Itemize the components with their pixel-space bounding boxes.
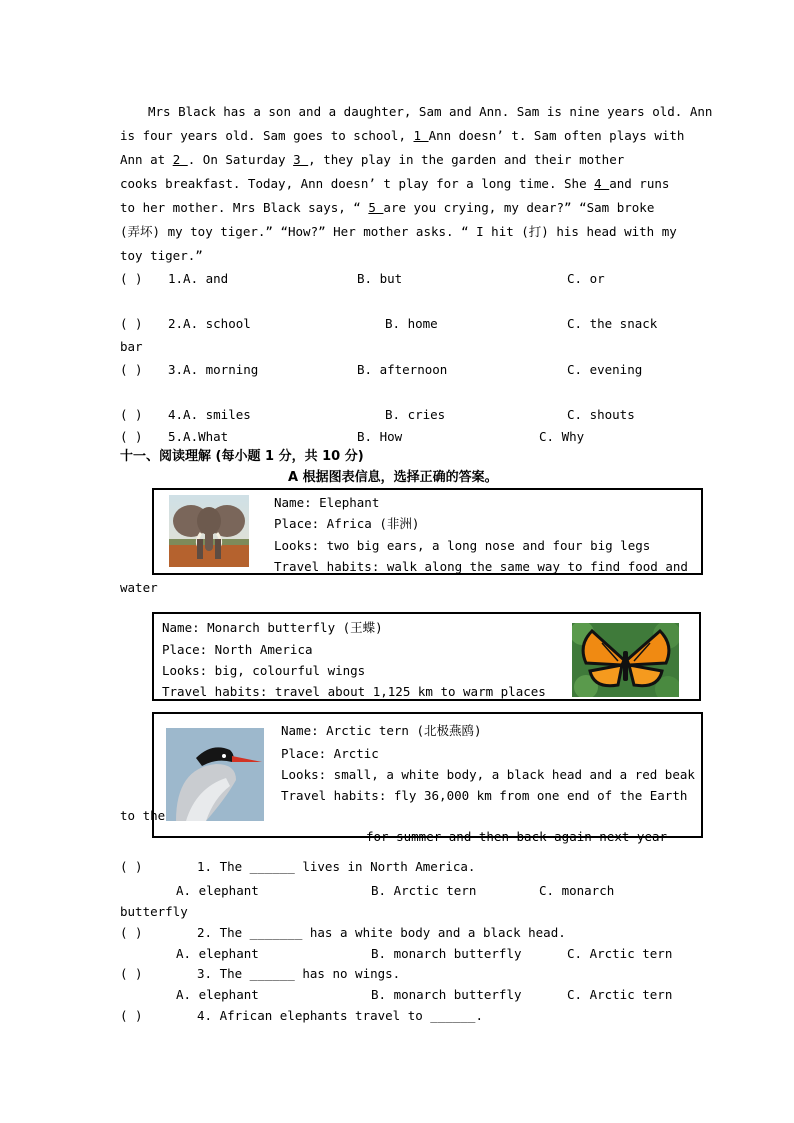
part-title: A 根据图表信息，选择正确的答案。: [288, 470, 498, 485]
option-c-wrap: bar: [120, 339, 143, 354]
answer-paren[interactable]: ( ): [120, 429, 143, 444]
passage-line-5: to her mother. Mrs Black says, “ 5 are you crying, my dear?” “Sam broke: [120, 200, 655, 215]
question-stem: 3. The ______ has no wings.: [197, 966, 401, 981]
card-travel-overflow: for summer and then back again next year: [366, 829, 668, 844]
card-name: Name: Arctic tern (北极燕鸥): [281, 723, 482, 738]
option-a: 4.A. smiles: [168, 407, 251, 422]
option-b: B. monarch butterfly: [371, 946, 522, 961]
passage-line-4: cooks breakfast. Today, Ann doesn’ t play for a long time. She 4 and runs: [120, 176, 670, 191]
option-b: B. cries: [385, 407, 446, 422]
card-travel: Travel habits: travel about 1,125 km to warm places: [162, 684, 546, 699]
tern-image: [166, 728, 264, 821]
passage-line-6: (弄坏) my toy tiger.” “How?” Her mother asks. “ I hit (打) his head with my: [120, 224, 677, 239]
blank-3: 3: [293, 152, 309, 167]
info-card-elephant: [152, 488, 703, 575]
answer-paren[interactable]: ( ): [120, 407, 143, 422]
option-b: B. home: [385, 316, 438, 331]
card-name: Name: Elephant: [274, 495, 380, 510]
info-card-butterfly: [152, 612, 701, 701]
elephant-image: [169, 495, 249, 567]
passage-line-7: toy tiger.”: [120, 248, 203, 263]
card-looks: Looks: big, colourful wings: [162, 663, 366, 678]
blank-1: 1: [413, 128, 429, 143]
passage-line-1: Mrs Black has a son and a daughter, Sam and Ann. Sam is nine years old. Ann: [148, 104, 713, 119]
option-c: C. Arctic tern: [567, 946, 673, 961]
question-stem: 2. The _______ has a white body and a black head.: [197, 925, 566, 940]
option-c: C. shouts: [567, 407, 635, 422]
card-place: Place: North America: [162, 642, 313, 657]
card-place: Place: Africa (非洲): [274, 516, 420, 531]
card-travel: Travel habits: walk along the same way to find food and: [274, 559, 688, 574]
option-b: B. monarch butterfly: [371, 987, 522, 1002]
info-card-tern: [152, 712, 703, 844]
question-stem: 1. The ______ lives in North America.: [197, 859, 476, 874]
option-c: C. or: [567, 271, 605, 286]
blank-4: 4: [594, 176, 610, 191]
card-travel-wrap: to the: [120, 808, 166, 823]
answer-paren[interactable]: ( ): [120, 271, 143, 286]
card-place: Place: Arctic: [281, 746, 379, 761]
card-looks: Looks: two big ears, a long nose and four big legs: [274, 538, 651, 553]
option-b: B. afternoon: [357, 362, 448, 377]
option-a: A. elephant: [176, 987, 259, 1002]
option-b: B. Arctic tern: [371, 883, 477, 898]
card-looks: Looks: small, a white body, a black head and a red beak: [281, 767, 695, 782]
answer-paren[interactable]: ( ): [120, 859, 143, 874]
answer-paren[interactable]: ( ): [120, 362, 143, 377]
card-travel-wrap: water: [120, 580, 158, 595]
question-stem: 4. African elephants travel to ______.: [197, 1008, 483, 1023]
option-b: B. How: [357, 429, 403, 444]
blank-2: 2: [172, 152, 188, 167]
option-a: A. elephant: [176, 946, 259, 961]
card-name: Name: Monarch butterfly (王蝶): [162, 620, 383, 635]
option-c: C. Arctic tern: [567, 987, 673, 1002]
option-a: 2.A. school: [168, 316, 251, 331]
option-c: C. the snack: [567, 316, 658, 331]
passage-line-3: Ann at 2 . On Saturday 3 , they play in the garden and their mother: [120, 152, 625, 167]
answer-paren[interactable]: ( ): [120, 966, 143, 981]
option-c: C. evening: [567, 362, 643, 377]
option-a: 1.A. and: [168, 271, 229, 286]
answer-paren[interactable]: ( ): [120, 925, 143, 940]
option-c-wrap: butterfly: [120, 904, 188, 919]
option-c: C. Why: [539, 429, 585, 444]
option-a: A. elephant: [176, 883, 259, 898]
option-c: C. monarch: [539, 883, 615, 898]
answer-paren[interactable]: ( ): [120, 1008, 143, 1023]
passage-line-2: is four years old. Sam goes to school, 1 Ann doesn’ t. Sam often plays with: [120, 128, 685, 143]
butterfly-image: [572, 623, 679, 697]
card-travel: Travel habits: fly 36,000 km from one end of the Earth: [281, 788, 688, 803]
answer-paren[interactable]: ( ): [120, 316, 143, 331]
option-a: 5.A.What: [168, 429, 229, 444]
option-a: 3.A. morning: [168, 362, 259, 377]
blank-5: 5: [368, 200, 384, 215]
option-b: B. but: [357, 271, 403, 286]
section-title: 十一、阅读理解 (每小题 1 分，共 10 分): [120, 449, 364, 464]
